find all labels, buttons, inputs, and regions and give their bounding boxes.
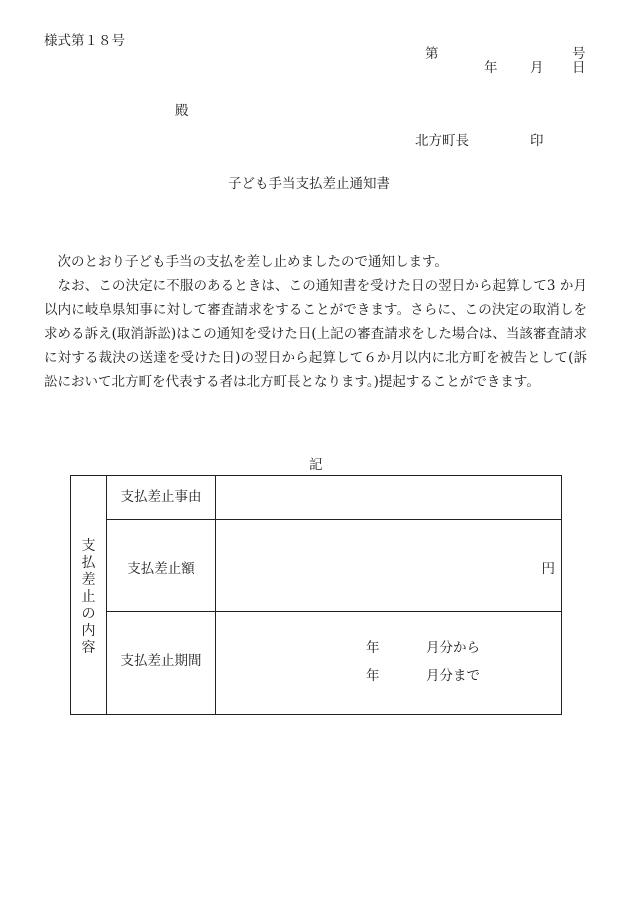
body-paragraph-1: 次のとおり子ども手当の支払を差し止めましたので通知します。	[57, 254, 448, 270]
body-text	[44, 250, 587, 394]
period-from-month: 月分から	[426, 640, 480, 656]
form-number: 様式第１８号	[44, 33, 125, 49]
seal-mark: 印	[530, 133, 544, 149]
group-label-char: 止	[81, 589, 96, 605]
table-row-divider	[106, 519, 561, 520]
table-divider	[106, 476, 107, 714]
body-paragraph-2: なお、この決定に不服のあるときは、この通知書を受けた日の翌日から起算して3 か月以内に岐阜県知事に対して審査請求をすることができます。さらに、この決定の取消しを求める訴え(取消訴訟)はこの通知を受けた日(上記の審査請求をした場合は、当該審査請求に対する裁決の送達を受けた日)の翌日から起算して６か月以内に北方町を被告として(訴訟において北方町を代表する者は北方町長となります。)提起することができます。	[44, 278, 587, 390]
group-label-char: 内	[81, 623, 96, 639]
period-from-year: 年	[366, 640, 380, 656]
period-to-month: 月分まで	[426, 668, 480, 684]
date-year: 年	[484, 60, 498, 76]
amount-unit: 円	[541, 561, 555, 577]
period-label: 支払差止期間	[120, 653, 202, 669]
group-label-char: 支	[81, 538, 96, 554]
group-label-char: 容	[81, 640, 96, 656]
reason-label: 支払差止事由	[120, 489, 202, 505]
ki-heading: 記	[309, 457, 323, 473]
doc-number-suffix: 号	[572, 46, 586, 62]
group-label-vertical	[71, 538, 106, 657]
doc-number-prefix: 第	[425, 46, 439, 62]
group-label-char: の	[81, 606, 96, 622]
addressee-suffix: 殿	[175, 103, 189, 119]
group-label-char: 差	[81, 572, 96, 588]
document-title: 子ども手当支払差止通知書	[228, 176, 390, 192]
amount-label: 支払差止額	[127, 561, 195, 577]
issuer-title: 北方町長	[415, 133, 469, 149]
group-label-char: 払	[81, 555, 96, 571]
content-table	[70, 475, 562, 715]
date-month: 月	[530, 60, 544, 76]
period-to-year: 年	[366, 668, 380, 684]
date-day: 日	[572, 60, 586, 76]
table-row-divider	[106, 611, 561, 612]
table-divider	[215, 476, 216, 714]
